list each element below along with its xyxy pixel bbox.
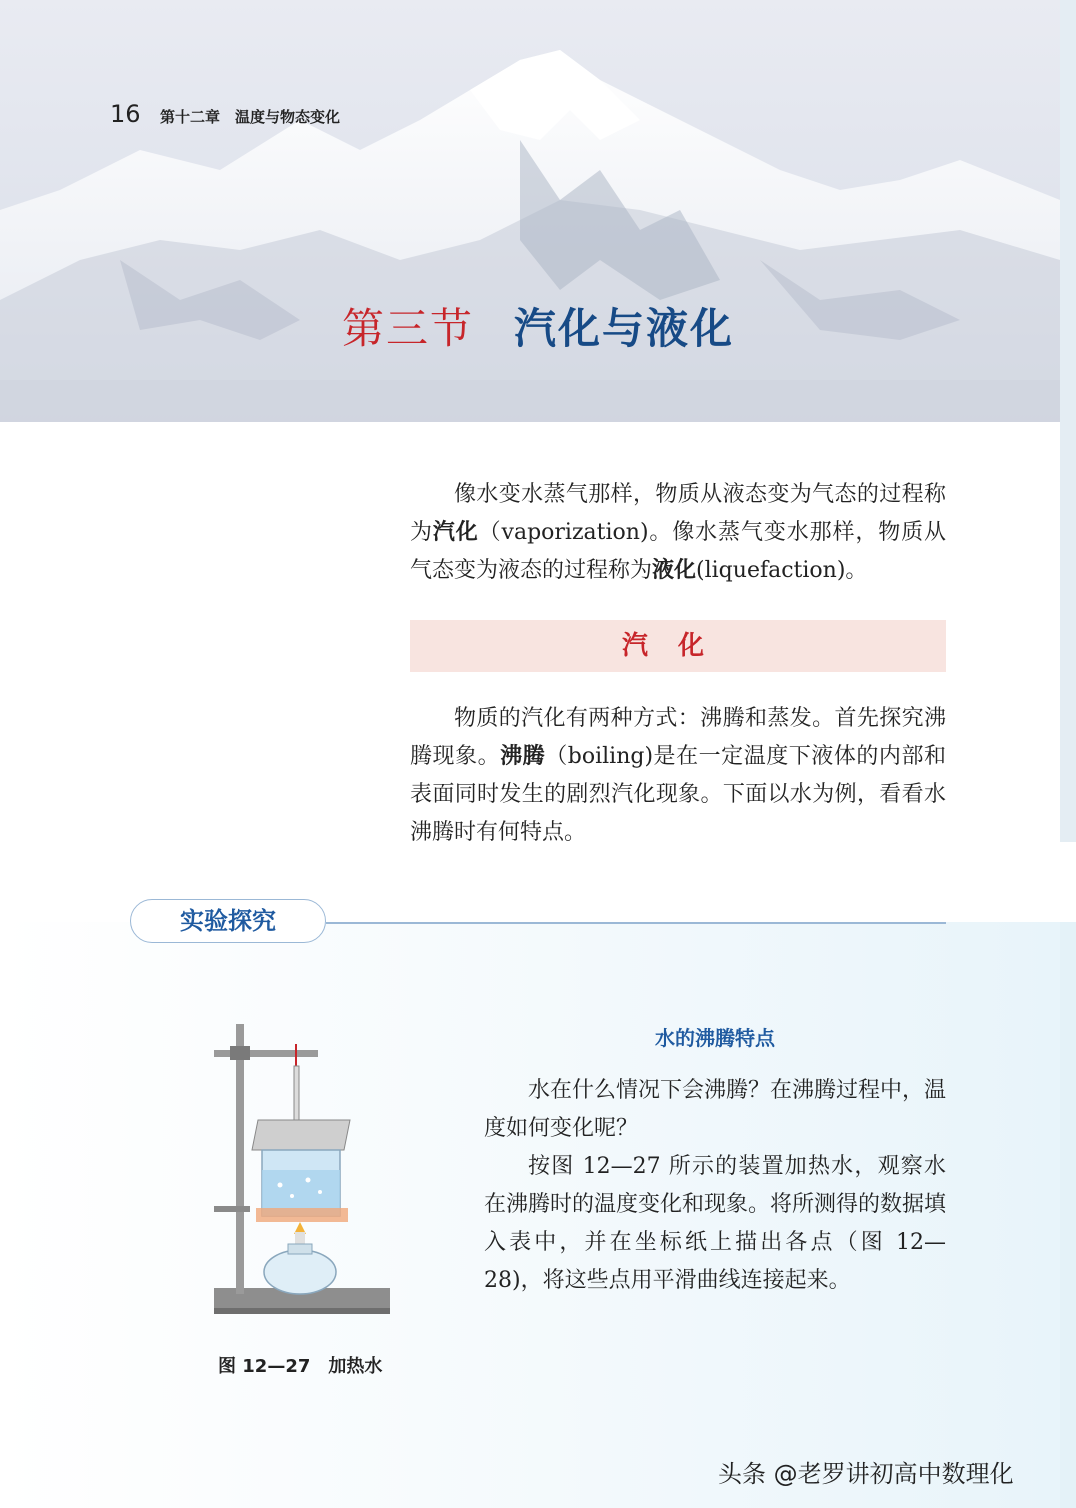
chapter-title: 第十二章 温度与物态变化	[160, 108, 341, 126]
term-boiling: 沸腾	[500, 744, 546, 769]
figure-caption-text: 加热水	[328, 1356, 383, 1377]
wire-gauze	[256, 1208, 348, 1222]
experiment-question: 水在什么情况下会沸腾？在沸腾过程中，温度如何变化呢？	[484, 1078, 947, 1141]
clamp-arm	[214, 1050, 318, 1057]
section-number: 第三节	[341, 304, 474, 353]
intro-paragraph	[410, 476, 946, 590]
term-vaporization: 汽化	[432, 520, 479, 545]
intro-text-3: (liquefaction)。	[696, 558, 868, 583]
mountain-banner	[0, 0, 1060, 422]
alcohol-lamp	[264, 1250, 336, 1294]
boiling-paragraph	[410, 700, 946, 852]
figure-label: 图 12—27	[218, 1356, 311, 1377]
experiment-title: 水的沸腾特点	[655, 1026, 775, 1050]
subsection-heading: 汽化	[410, 620, 946, 672]
page-edge-strip	[1060, 0, 1076, 842]
experiment-procedure: 按图 12—27 所示的装置加热水，观察水在沸腾时的温度变化和现象。将所测得的数据填入表中，并在坐标纸上描出各点（图 12—28)，将这些点用平滑曲线连接起来。	[484, 1154, 947, 1293]
section-topic: 汽化与液化	[514, 304, 735, 353]
boiling-text-2: （boiling)是在一定温度下液体的内部和表面同时发生的剧烈汽化现象。下面以水为例，看看水沸腾时有何特点。	[410, 744, 946, 845]
page-edge-strip-lower	[1060, 922, 1076, 1508]
experiment-tag: 实验探究	[130, 899, 326, 943]
page-number: 16	[110, 100, 141, 128]
figure-caption	[218, 1352, 382, 1378]
experiment-divider	[326, 922, 946, 924]
boiling-text-1: 物质的汽化有两种方式：沸腾和蒸发。首先探究沸腾现象。	[410, 706, 946, 769]
boiling-apparatus-illustration	[200, 1010, 400, 1340]
section-title	[0, 296, 1076, 356]
beaker-lid	[252, 1120, 350, 1150]
watermark: 头条 @老罗讲初高中数理化	[718, 1460, 1014, 1488]
stand-rod	[236, 1024, 244, 1294]
intro-text-1: 像水变水蒸气那样，物质从液态变为气态的过程称为	[410, 482, 946, 545]
mountain-illustration	[0, 0, 1060, 422]
intro-text-2: （vaporization)。像水蒸气变水那样，物质从气态变为液态的过程称为	[410, 520, 946, 583]
term-liquefaction: 液化	[652, 558, 697, 583]
